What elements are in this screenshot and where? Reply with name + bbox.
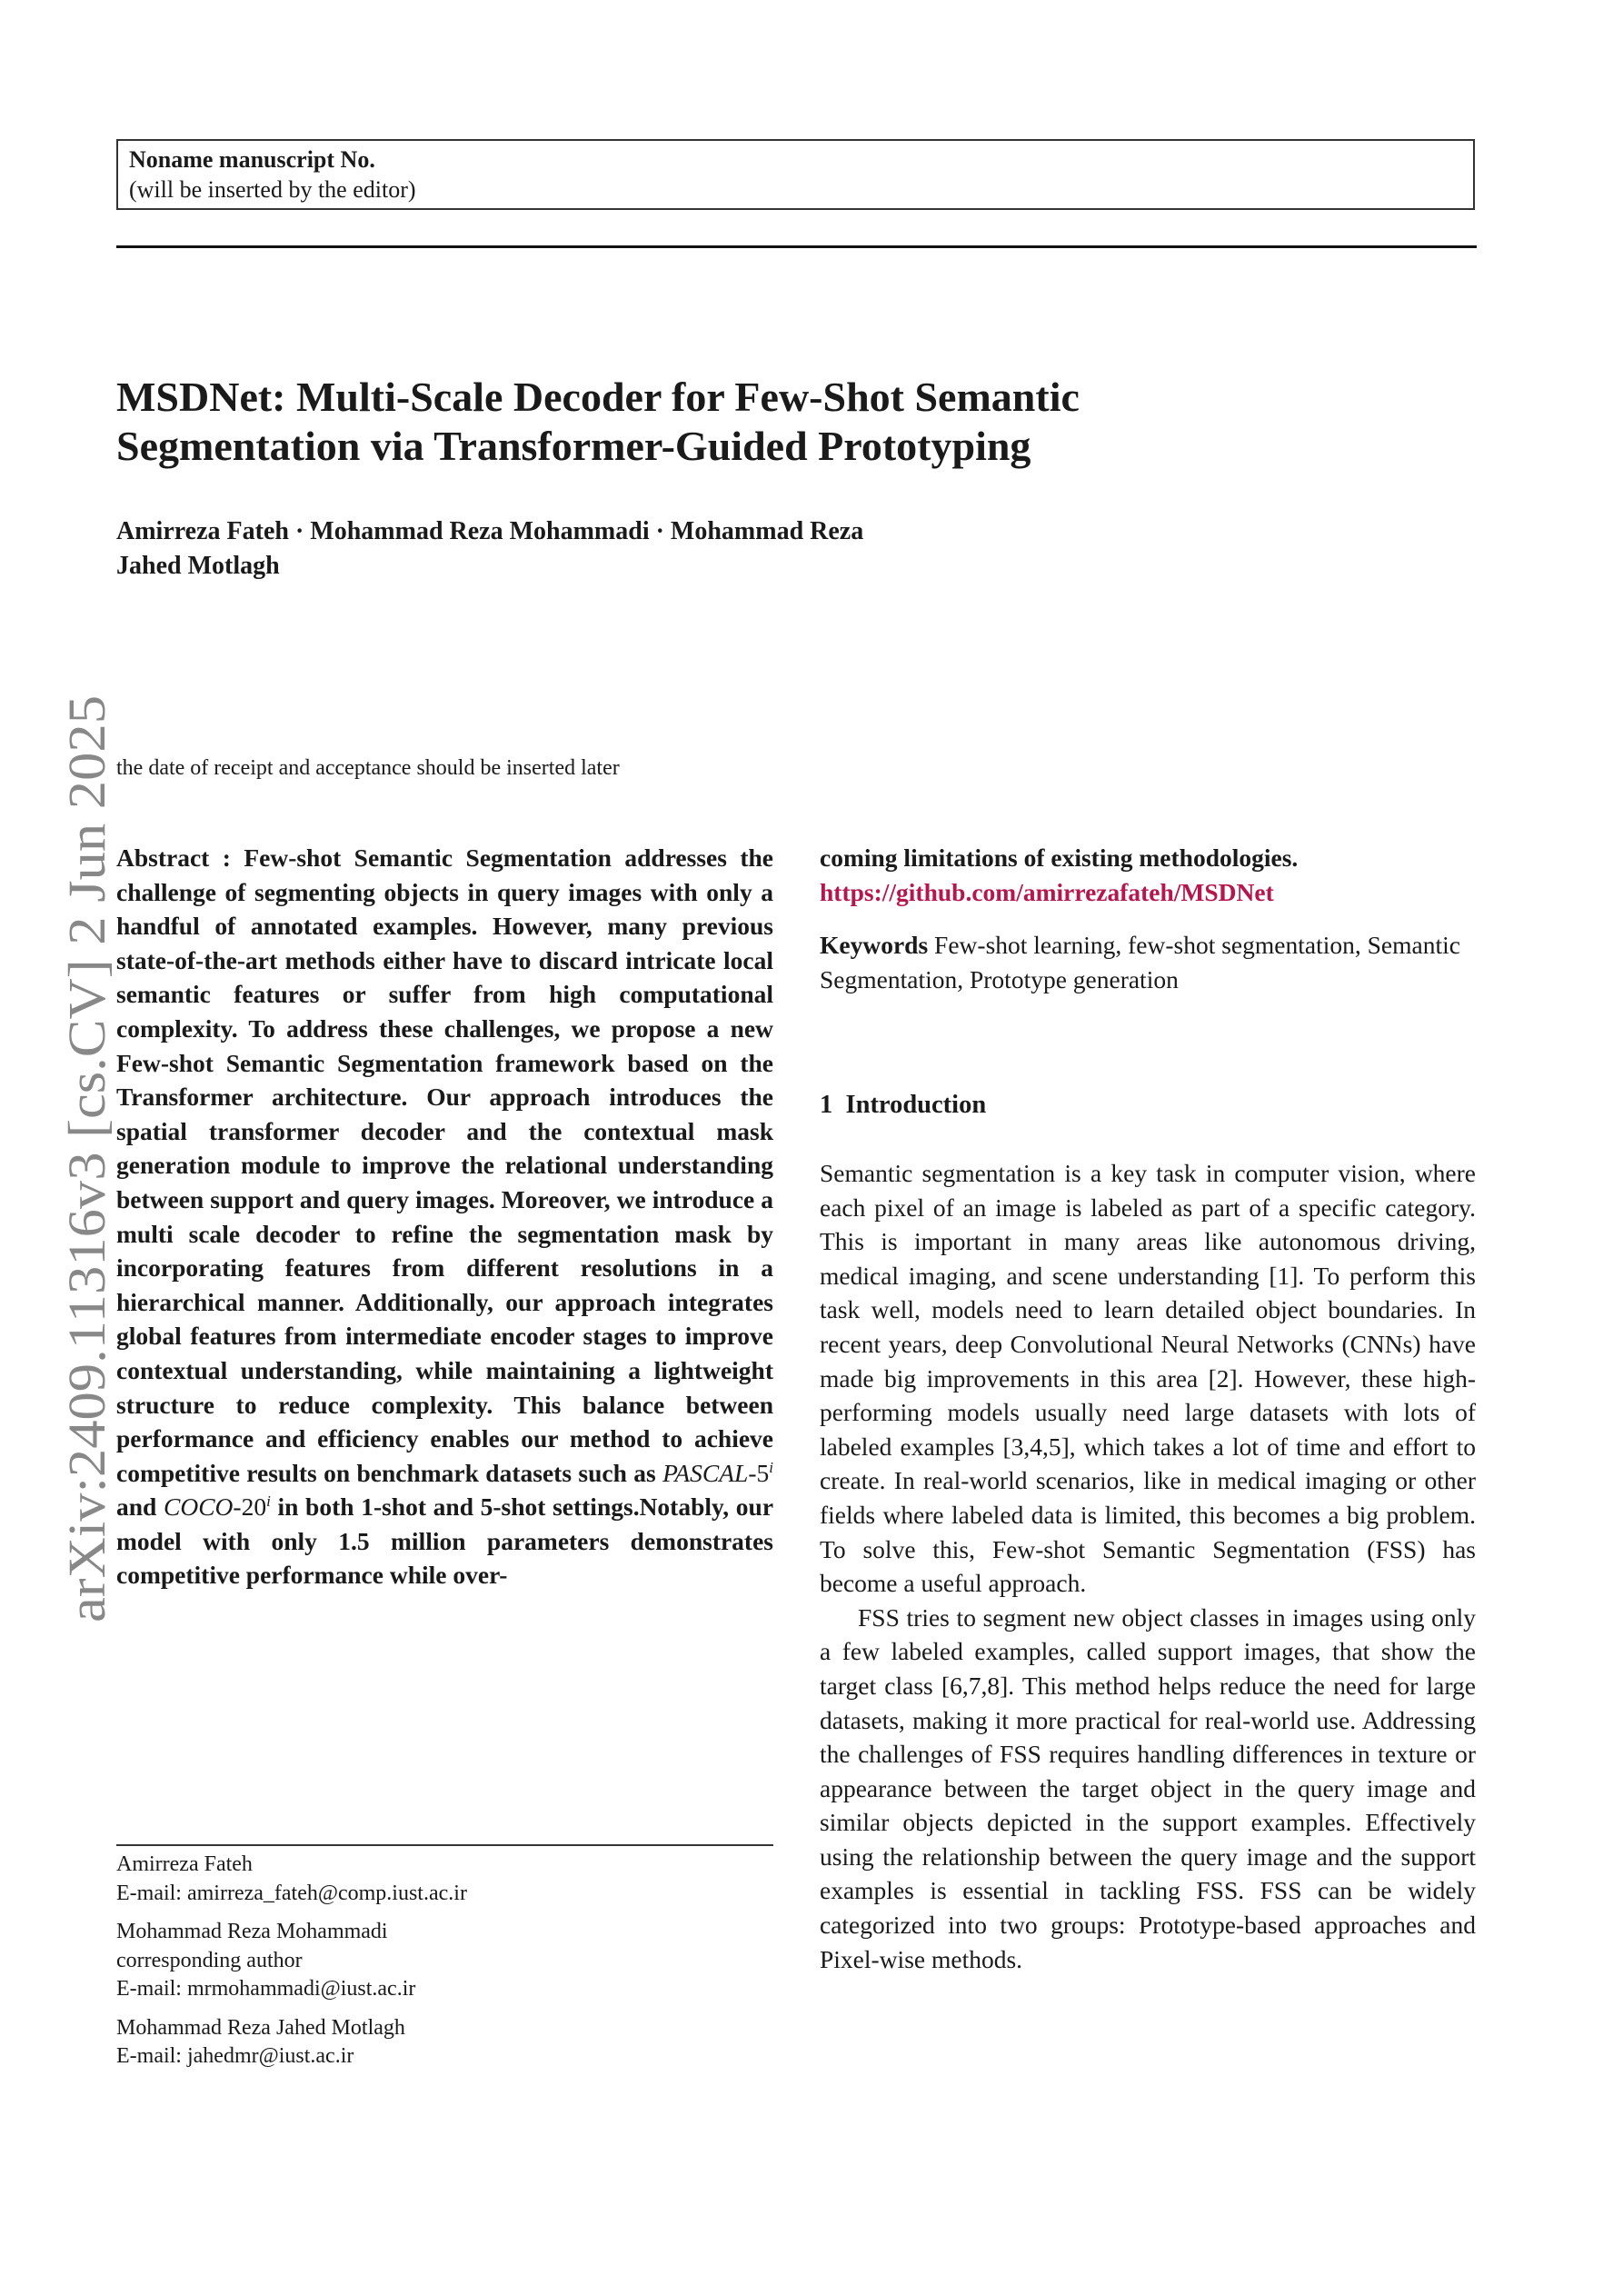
footnote-author-2 [116, 1918, 773, 2004]
footnote-divider [116, 1844, 773, 1846]
section-title: Introduction [845, 1091, 987, 1119]
section-heading [820, 1091, 1476, 1120]
authors-line-1: Amirreza Fateh · Mohammad Reza Mohammadi · Mohammad Reza [116, 517, 864, 545]
paper-title [116, 373, 1479, 471]
keywords-text: Few-shot learning, few-shot segmentation, Semantic Segmentation, Prototype generation [820, 931, 1460, 993]
abstract-body-end: in both 1-shot and 5-shot settings.Notably, our model with only 1.5 million parameters demonstrates competitive performance while over- [116, 1492, 774, 1590]
keywords [820, 928, 1476, 996]
abstract-body: : Few-shot Semantic Segmentation addresses the challenge of segmenting objects in query images with only a handful of annotated examples. However, many previous state-of-the-art methods either have to discard intricate local semantic features or suffer from high computational complexity. To address these challenges, we propose a new Few-shot Semantic Segmentation framework based on the Transformer architecture. Our approach introduces the spatial transformer decoder and the contextual mask generation module to improve the relational understanding between support and query images. Moreover, we introduce a multi scale decoder to refine the segmentation mask by incorporating features from different resolutions in a hierarchical manner. Additionally, our approach integrates global features from intermediate encoder stages to improve contextual understanding, while maintaining a lightweight structure to reduce complexity. This balance between performance and efficiency enables our method to achieve competitive results on benchmark datasets such as [116, 844, 774, 1487]
abstract-continuation-text: coming limitations of existing methodologies. [820, 844, 1299, 872]
footnote-email: E-mail: amirreza_fateh@comp.iust.ac.ir [116, 1881, 467, 1905]
editor-note-box [116, 139, 1475, 210]
footnote-line: Mohammad Reza Jahed Motlagh [116, 2015, 405, 2040]
dataset-pascal-name: PASCAL [662, 1458, 749, 1487]
section-number: 1 [820, 1091, 833, 1119]
footnote-email: E-mail: jahedmr@iust.ac.ir [116, 2044, 354, 2068]
author-footnotes [116, 1851, 773, 2081]
abstract-connector: and [116, 1492, 157, 1522]
footnote-role: corresponding author [116, 1948, 303, 1972]
footnote-line: Amirreza Fateh [116, 1852, 253, 1876]
intro-paragraph-2: FSS tries to segment new object classes in images using only a few labeled examples, called support images, that show the target class [6,7,8]. This method helps reduce the need for large datasets, making it more practical for real-world use. Addressing the challenges of FSS requires handling differences in texture or appearance between the target object in the query image and similar objects depicted in the support examples. Effectively using the relationship between the query image and the support examples is essential in tackling FSS. FSS can be widely categorized into two groups: Prototype-based approaches and Pixel-wise methods. [820, 1602, 1476, 1973]
dataset-pascal-suffix: -5 [748, 1458, 770, 1487]
footnote-author-3 [116, 2014, 773, 2071]
footnote-author-1 [116, 1851, 773, 1908]
abstract-continuation [820, 841, 1476, 909]
title-line-1: MSDNet: Multi-Scale Decoder for Few-Shot Semantic [116, 374, 1080, 420]
abstract-label: Abstract [116, 844, 210, 872]
keywords-label: Keywords [820, 931, 929, 959]
manuscript-number: Noname manuscript No. [129, 146, 375, 173]
dataset-coco-name: COCO [164, 1492, 234, 1522]
dataset-coco-sup: i [266, 1492, 271, 1511]
github-link[interactable]: https://github.com/amirrezafateh/MSDNet [820, 877, 1274, 906]
arxiv-identifier: arXiv:2409.11316v3 [cs.CV] 2 Jun 2025 [57, 763, 116, 1622]
intro-paragraph-1: Semantic segmentation is a key task in computer vision, where each pixel of an image is labeled as part of a specific category. This is important in many areas like autonomous driving, medical imaging, and scene understanding [1]. To perform this task well, models need to learn detailed object boundaries. In recent years, deep Convolutional Neural Networks (CNNs) have made big improvements in this area [2]. However, these high-performing models usually need large datasets with lots of labeled examples [3,4,5], which takes a lot of time and effort to create. In real-world scenarios, like in medical imaging or other fields where labeled data is limited, this becomes a big problem. To solve this, Few-shot Semantic Segmentation (FSS) has become a useful approach. [820, 1159, 1476, 1598]
footnote-line: Mohammad Reza Mohammadi [116, 1920, 388, 1943]
authors-line-2: Jahed Motlagh [116, 552, 280, 580]
abstract [116, 841, 773, 1592]
dataset-coco-suffix: -20 [233, 1492, 267, 1522]
footnote-email: E-mail: mrmohammadi@iust.ac.ir [116, 1977, 416, 2001]
introduction-body [820, 1156, 1476, 1976]
title-line-2: Segmentation via Transformer-Guided Prototyping [116, 423, 1031, 469]
editor-note: (will be inserted by the editor) [129, 176, 416, 203]
dataset-pascal-sup: i [769, 1458, 773, 1476]
receipt-date-note: the date of receipt and acceptance should be inserted later [116, 756, 620, 780]
author-list [116, 514, 1298, 584]
header-divider [116, 245, 1477, 248]
